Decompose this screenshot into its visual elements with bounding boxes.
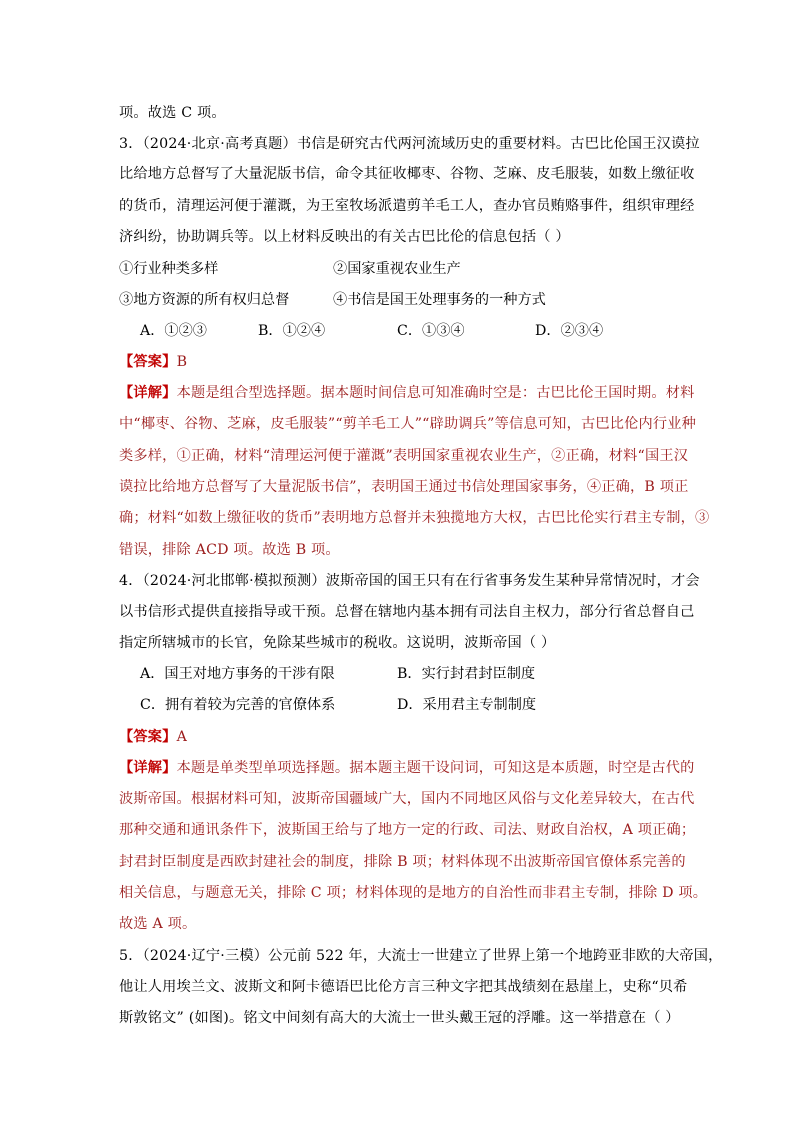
detail-tag: 【详解】	[119, 385, 177, 401]
detail-text: 本题是组合型选择题。据本题时间信息可知准确时空是：古巴比伦王国时期。材料	[176, 385, 695, 401]
q4-detail-line-1	[119, 758, 695, 778]
q4-detail-line-2: 波斯帝国。根据材料可知，波斯帝国疆域广大，国内不同地区风俗与文化差异较大，在古代	[119, 791, 695, 807]
q3-item-4: ④书信是国王处理事务的一种方式	[333, 292, 546, 308]
q3-answer	[119, 352, 187, 372]
q4-option-d: D．采用君主专制制度	[397, 697, 537, 713]
q4-stem-line-1: 4．（2024·河北邯郸·模拟预测）波斯帝国的国王只有在行省事务发生某种异常情况时，才会	[119, 573, 700, 589]
q4-detail-line-4: 封君封臣制度是西欧封建社会的制度，排除 B 项；材料体现不出波斯帝国官僚体系完善的	[119, 854, 686, 870]
q3-option-c: C．①③④	[397, 323, 465, 339]
q3-item-2: ②国家重视农业生产	[333, 261, 461, 277]
q3-stem-line-4: 济纠纷，协助调兵等。以上材料反映出的有关古巴比伦的信息包括（ ）	[119, 229, 570, 245]
q3-detail-line-4: 谟拉比给地方总督写了大量泥版书信”，表明国王通过书信处理国家事务，④正确，B 项正	[119, 479, 689, 495]
answer-tag: 【答案】	[119, 729, 177, 745]
detail-text: 本题是单类型单项选择题。据本题主题干设问词，可知这是本质题，时空是古代的	[176, 760, 695, 776]
q4-option-a: A．国王对地方事务的干涉有限	[140, 666, 335, 682]
q5-stem-line-1: 5．（2024·辽宁·三模）公元前 522 年，大流士一世建立了世界上第一个地跨亚非欧的大帝国，	[119, 948, 723, 964]
q3-item-1: ①行业种类多样	[119, 261, 219, 277]
q3-stem-line-1: 3．（2024·北京·高考真题）书信是研究古代两河流域历史的重要材料。古巴比伦国王汉谟拉	[119, 136, 700, 152]
q4-option-c: C．拥有着较为完善的官僚体系	[140, 697, 336, 713]
answer-value: A	[176, 729, 188, 745]
detail-text: ①正确，材料“清理运河便于灌溉”表明国家重视农业生产，	[176, 448, 552, 464]
q4-detail-line-6: 故选 A 项。	[119, 916, 197, 932]
q4-stem-line-3: 指定所辖城市的长官，免除某些城市的税收。这说明，波斯帝国（ ）	[119, 635, 556, 651]
q4-stem-line-2: 以书信形式提供直接指导或干预。总督在辖地内基本拥有司法自主权力，部分行省总督自己	[119, 604, 695, 620]
q3-option-b: B．①②④	[258, 323, 326, 339]
q3-stem-line-2: 比给地方总督写了大量泥版书信，命令其征收椰枣、谷物、芝麻、皮毛服装，如数上缴征收	[119, 166, 695, 182]
detail-text: ②正确，材料“国王汉	[551, 448, 689, 464]
q4-detail-line-3: 那种交通和通讯条件下，波斯国王给与了地方一定的行政、司法、财政自治权，A 项正确；	[119, 822, 696, 838]
q3-option-a: A．①②③	[140, 323, 207, 339]
q2-tail-text: 项。故选 C 项。	[119, 105, 226, 121]
q3-detail-line-3	[119, 446, 688, 466]
q3-option-d: D．②③④	[535, 323, 604, 339]
q4-option-b: B．实行封君封臣制度	[397, 666, 536, 682]
q5-stem-line-2: 他让人用埃兰文、波斯文和阿卡德语巴比伦方言三种文字把其战绩刻在悬崖上，史称“贝希	[119, 979, 688, 995]
detail-tag: 【详解】	[119, 760, 177, 776]
answer-value: B	[176, 354, 188, 370]
q3-detail-line-1	[119, 383, 695, 403]
q3-detail-line-6: 错误，排除 ACD 项。故选 B 项。	[119, 542, 340, 558]
q3-item-3: ③地方资源的所有权归总督	[119, 292, 290, 308]
detail-text: 类多样，	[119, 448, 177, 464]
q3-stem-line-3: 的货币，清理运河便于灌溉，为王室牧场派遣剪羊毛工人，查办官员贿赂事件，组织审理经	[119, 198, 695, 214]
q4-answer	[119, 727, 187, 747]
q4-detail-line-5: 相关信息，与题意无关，排除 C 项；材料体现的是地方的自治性而非君主专制，排除 D 项。	[119, 885, 708, 901]
q3-detail-line-2: 中“椰枣、谷物、芝麻，皮毛服装”“剪羊毛工人”“辟助调兵”等信息可知，古巴比伦内行业种	[119, 416, 697, 432]
q5-stem-line-3: 斯敦铭文” (如图)。铭文中间刻有高大的大流士一世头戴王冠的浮雕。这一举措意在（ ）	[119, 1010, 680, 1026]
answer-tag: 【答案】	[119, 354, 177, 370]
q3-detail-line-5: 确；材料“如数上缴征收的货币”表明地方总督并未独揽地方大权，古巴比伦实行君主专制，③	[119, 510, 710, 526]
